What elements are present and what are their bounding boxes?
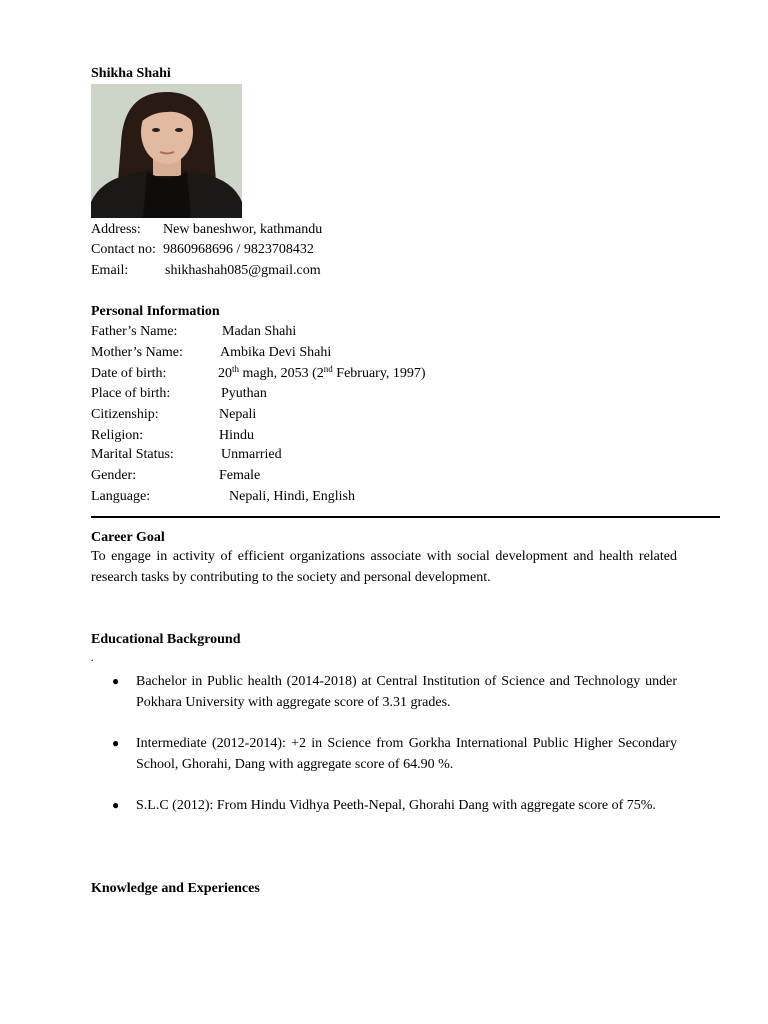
dob-rest: magh, 2053 (2	[239, 366, 324, 381]
email-value: shikhashah085@gmail.com	[165, 263, 321, 278]
religion-label: Religion:	[91, 428, 144, 443]
language-value: Nepali, Hindi, English	[229, 489, 355, 504]
mothers-name-value: Ambika Devi Shahi	[220, 345, 332, 360]
education-item-bachelor: Bachelor in Public health (2014-2018) at Central Institution of Science and Technology under Pokhara University with aggregate score of 3.31 grades.	[136, 674, 677, 710]
bullet-icon: ●	[112, 674, 120, 688]
address-value: New baneshwor, kathmandu	[163, 222, 323, 237]
candidate-name: Shikha Shahi	[91, 66, 171, 81]
dob-end: February, 1997)	[332, 366, 426, 381]
dob-value	[218, 365, 426, 383]
marital-status-value: Unmarried	[221, 447, 282, 462]
citizenship-label: Citizenship:	[91, 407, 159, 422]
education-heading: Educational Background	[91, 632, 241, 647]
address-label: Address:	[91, 222, 141, 237]
contact-value: 9860968696 / 9823708432	[163, 242, 314, 257]
gender-value: Female	[219, 468, 261, 483]
career-goal-text: To engage in activity of efficient organizations associate with social development and health related research tasks by contributing to the society and personal development.	[91, 549, 677, 585]
fathers-name-label: Father’s Name:	[91, 324, 178, 339]
portrait-image	[91, 84, 242, 218]
dob-paren-suffix: nd	[323, 364, 333, 374]
education-item-slc: S.L.C (2012): From Hindu Vidhya Peeth-Nepal, Ghorahi Dang with aggregate score of 75%.	[136, 798, 656, 813]
religion-value: Hindu	[219, 428, 254, 443]
pob-label: Place of birth:	[91, 386, 171, 401]
bullet-icon: ●	[112, 736, 120, 750]
education-dot: .	[91, 653, 94, 664]
career-goal-heading: Career Goal	[91, 530, 165, 545]
language-label: Language:	[91, 489, 151, 504]
pob-value: Pyuthan	[221, 386, 267, 401]
marital-status-label: Marital Status:	[91, 447, 174, 462]
gender-label: Gender:	[91, 468, 137, 483]
education-item-intermediate: Intermediate (2012-2014): +2 in Science from Gorkha International Public Higher Secondary School, Ghorahi, Dang with aggregate score of 64.90 %.	[136, 736, 677, 772]
dob-day: 20	[218, 366, 232, 381]
knowledge-heading: Knowledge and Experiences	[91, 881, 260, 896]
dob-label: Date of birth:	[91, 366, 167, 381]
personal-info-heading: Personal Information	[91, 304, 220, 319]
profile-photo	[91, 84, 242, 218]
email-label: Email:	[91, 263, 129, 278]
bullet-icon: ●	[112, 798, 120, 812]
mothers-name-label: Mother’s Name:	[91, 345, 183, 360]
dob-day-suffix: th	[232, 364, 240, 374]
contact-label: Contact no:	[91, 242, 156, 257]
section-divider	[91, 516, 720, 518]
fathers-name-value: Madan Shahi	[222, 324, 297, 339]
citizenship-value: Nepali	[219, 407, 257, 422]
